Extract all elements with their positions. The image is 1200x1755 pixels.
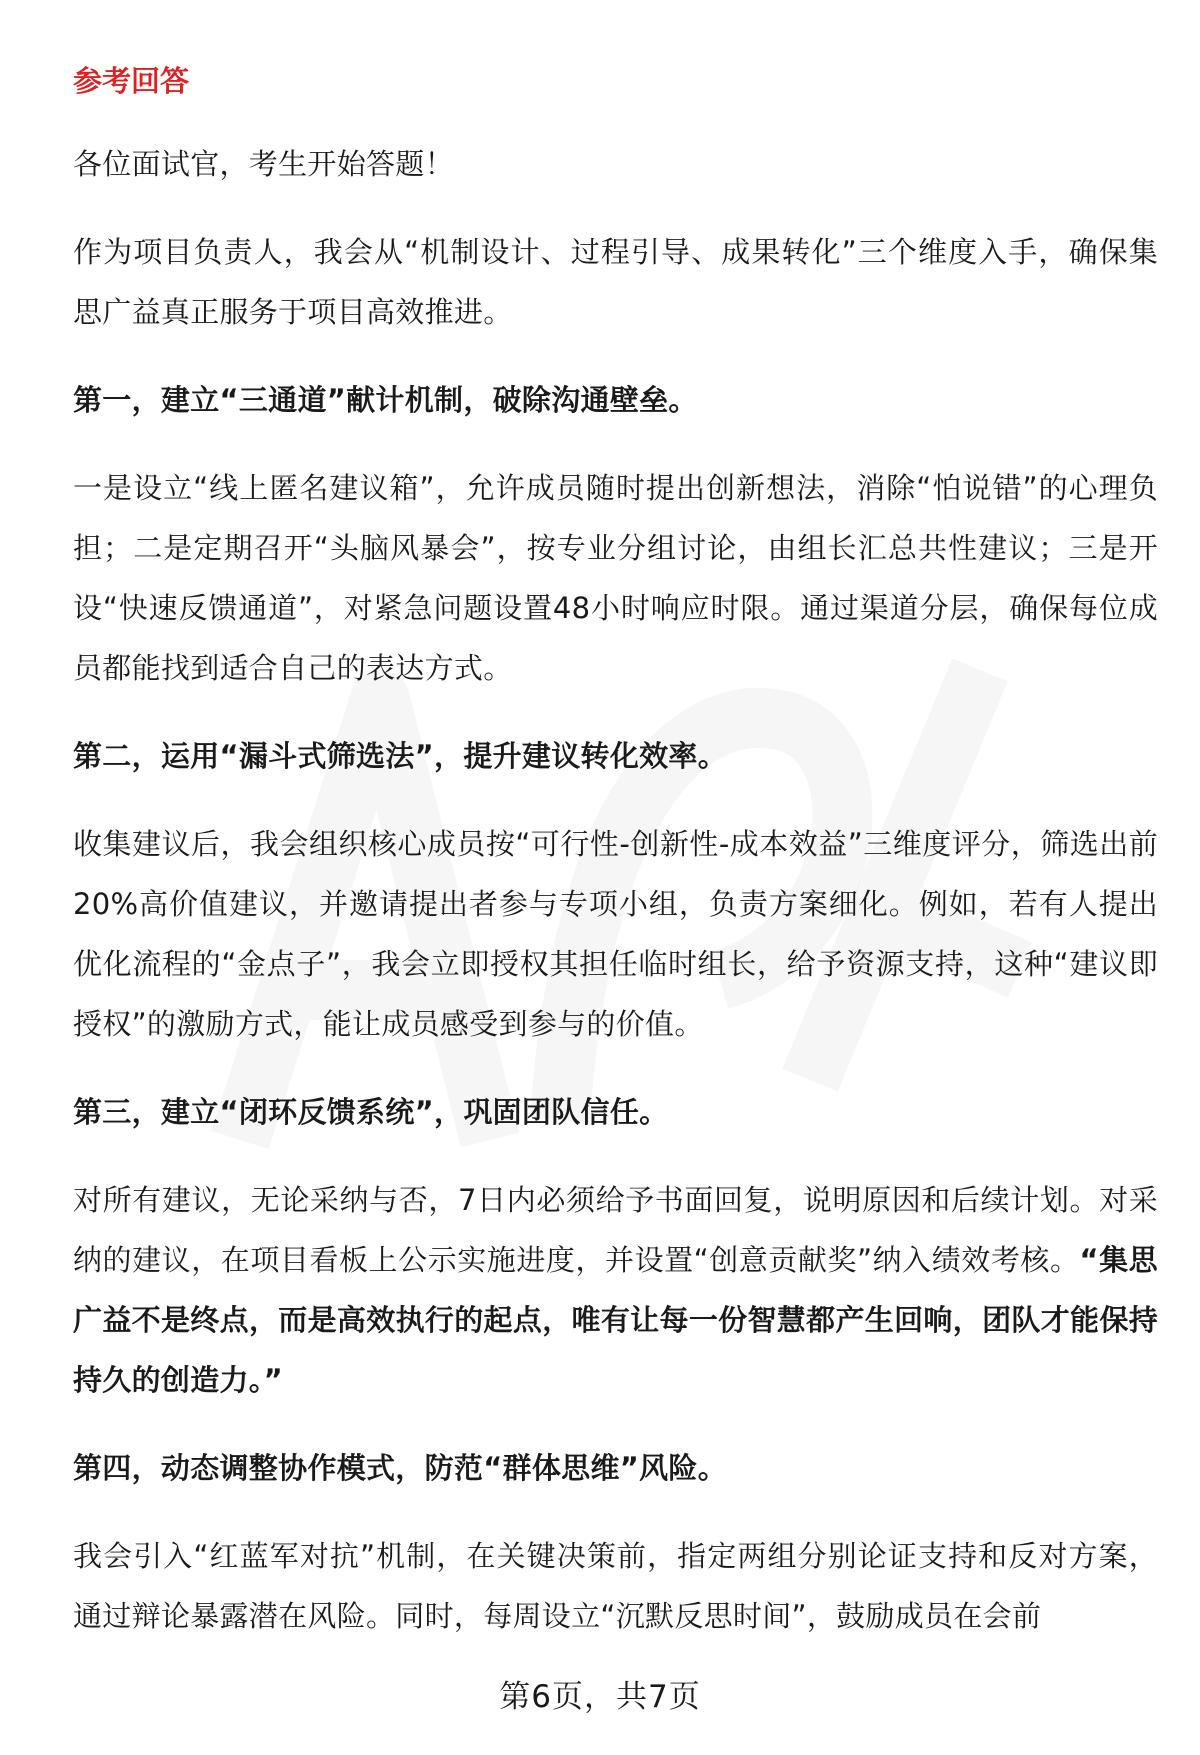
section-1-heading: 第一，建立“三通道”献计机制，破除沟通壁垒。 <box>73 383 698 417</box>
section-3-quote: “集思广益不是终点，而是高效执行的起点，唯有让每一份智慧都产生回响，团队才能保持持久的创造力。” <box>73 1243 1158 1397</box>
reference-answer-title: 参考回答 <box>73 64 190 98</box>
intro-paragraph: 作为项目负责人，我会从“机制设计、过程引导、成果转化”三个维度入手，确保集思广益真正服务于项目高效推进。 <box>73 235 1158 329</box>
section-1-body: 一是设立“线上匿名建议箱”，允许成员随时提出创新想法，消除“怕说错”的心理负担；二是定期召开“头脑风暴会”，按专业分组讨论，由组长汇总共性建议；三是开设“快速反馈通道”，对紧急问题设置48小时响应时限。通过渠道分层，确保每位成员都能找到适合自己的表达方式。 <box>73 471 1158 685</box>
greeting-paragraph: 各位面试官，考生开始答题！ <box>73 147 454 181</box>
section-4-body: 我会引入“红蓝军对抗”机制，在关键决策前，指定两组分别论证支持和反对方案，通过辩论暴露潜在风险。同时，每周设立“沉默反思时间”，鼓励成员在会前 <box>73 1539 1158 1633</box>
section-3-heading: 第三，建立“闭环反馈系统”，巩固团队信任。 <box>73 1095 669 1129</box>
section-4-heading: 第四，动态调整协作模式，防范“群体思维”风险。 <box>73 1451 728 1485</box>
section-3-body <box>73 1170 1158 1410</box>
section-2-heading: 第二，运用“漏斗式筛选法”，提升建议转化效率。 <box>73 739 728 773</box>
page-number-footer: 第6页，共7页 <box>499 1679 701 1715</box>
section-3-body-text: 对所有建议，无论采纳与否，7日内必须给予书面回复，说明原因和后续计划。对采纳的建议，在项目看板上公示实施进度，并设置“创意贡献奖”纳入绩效考核。 <box>73 1183 1158 1277</box>
document-content <box>73 56 1158 1646</box>
section-2-body: 收集建议后，我会组织核心成员按“可行性-创新性-成本效益”三维度评分，筛选出前20%高价值建议，并邀请提出者参与专项小组，负责方案细化。例如，若有人提出优化流程的“金点子”，我会立即授权其担任临时组长，给予资源支持，这种“建议即授权”的激励方式，能让成员感受到参与的价值。 <box>73 827 1158 1041</box>
